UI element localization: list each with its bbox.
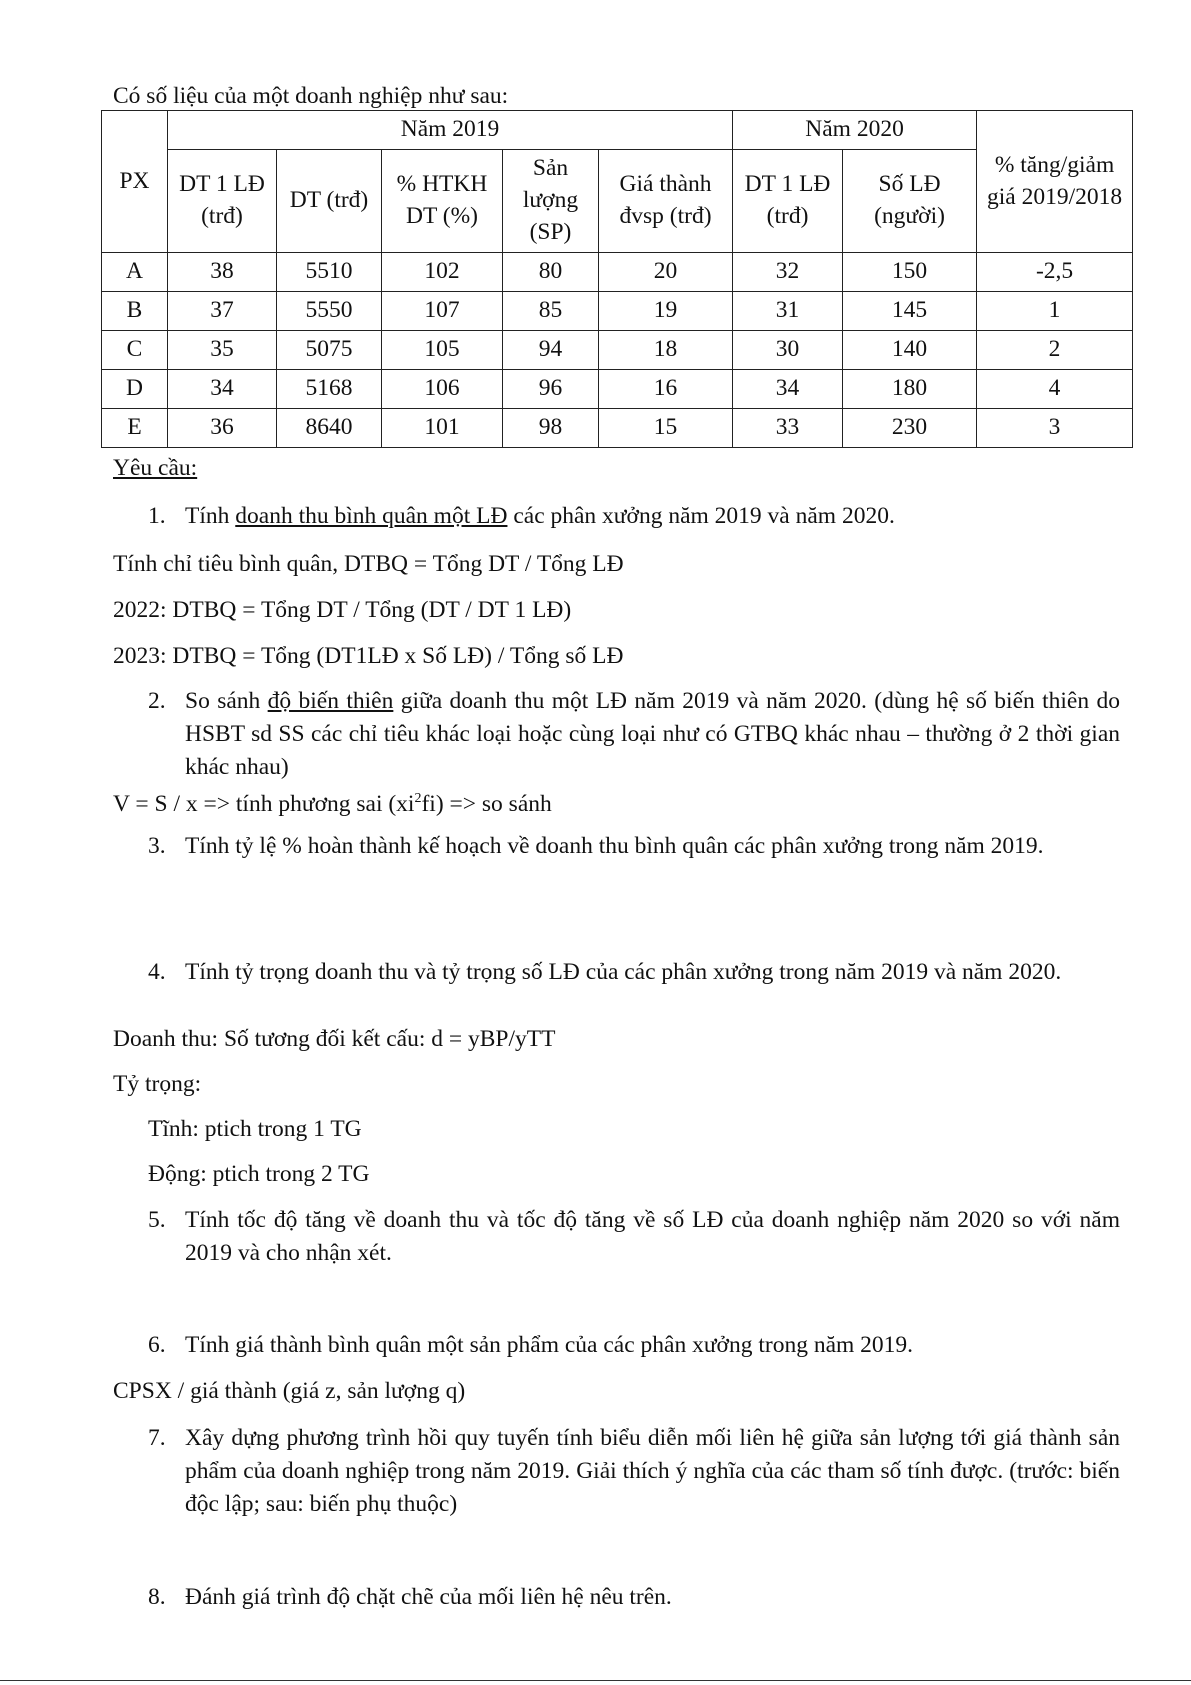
table-row: [102, 409, 1133, 448]
table-cell: 140: [843, 331, 977, 370]
table-cell: 94: [503, 331, 599, 370]
header-dt1ld-2020: DT 1 LĐ (trđ): [733, 150, 843, 253]
table-cell: 20: [599, 253, 733, 292]
table-cell: D: [102, 370, 168, 409]
table-cell: 98: [503, 409, 599, 448]
note-line: [113, 788, 552, 821]
table-cell: 19: [599, 292, 733, 331]
table-cell: -2,5: [977, 253, 1133, 292]
table-cell: 4: [977, 370, 1133, 409]
question-text: Đánh giá trình độ chặt chẽ của mối liên hệ nêu trên.: [185, 1584, 672, 1610]
table-cell: 16: [599, 370, 733, 409]
header-htkh-2019: % HTKH DT (%): [382, 150, 503, 253]
question-text: Tính tốc độ tăng về doanh thu và tốc độ tăng về số LĐ của doanh nghiệp năm 2020 so với năm 2019 và cho nhận xét.: [185, 1207, 1120, 1266]
intro-text: Có số liệu của một doanh nghiệp như sau:: [113, 83, 509, 109]
header-year-2020: Năm 2020: [733, 111, 977, 150]
superscript: 2: [414, 791, 422, 807]
note-text-part: V = S / x => tính phương sai (xi: [113, 791, 415, 817]
table-cell: 37: [168, 292, 277, 331]
page-bottom-rule: [0, 1680, 1191, 1681]
table-cell: 35: [168, 331, 277, 370]
table-cell: 107: [382, 292, 503, 331]
table-cell: 150: [843, 253, 977, 292]
header-dt-2019: DT (trđ): [277, 150, 382, 253]
question-text-part: các phân xưởng năm 2019 và năm 2020.: [507, 503, 895, 529]
table-row: [102, 253, 1133, 292]
table-cell: 5510: [277, 253, 382, 292]
table-cell: 2: [977, 331, 1133, 370]
note-line: CPSX / giá thành (giá z, sản lượng q): [113, 1378, 466, 1404]
note-line: Doanh thu: Số tương đối kết cấu: d = yBP/yTT: [113, 1026, 556, 1052]
table-cell: 18: [599, 331, 733, 370]
underlined-term: độ biến thiên: [267, 688, 394, 714]
question-number: 3.: [148, 833, 166, 859]
header-san-luong-2019: Sản lượng (SP): [503, 150, 599, 253]
table-cell: 5075: [277, 331, 382, 370]
question-number: 5.: [148, 1207, 166, 1233]
table-cell: 34: [733, 370, 843, 409]
table-cell: 8640: [277, 409, 382, 448]
question-text: [185, 685, 1120, 784]
table-cell: B: [102, 292, 168, 331]
table-cell: 32: [733, 253, 843, 292]
table-cell: C: [102, 331, 168, 370]
table-cell: 102: [382, 253, 503, 292]
question-text: [185, 500, 1120, 533]
table-cell: E: [102, 409, 168, 448]
note-text-part: fi) => so sánh: [421, 791, 552, 817]
question-text: Tính tỷ lệ % hoàn thành kế hoạch về doanh thu bình quân các phân xưởng trong năm 2019.: [185, 833, 1044, 859]
table-cell: 145: [843, 292, 977, 331]
question-text-part: Tính: [185, 503, 236, 529]
table-cell: 38: [168, 253, 277, 292]
question-text: Xây dựng phương trình hồi quy tuyến tính biểu diễn mối liên hệ giữa sản lượng tới giá thành sản phẩm của doanh nghiệp trong năm 2019. Giải thích ý nghĩa của các tham số tính được. (trước: biến độc lập; sau: biến phụ thuộc): [185, 1425, 1120, 1517]
table-cell: 105: [382, 331, 503, 370]
table-cell: 85: [503, 292, 599, 331]
header-dt1ld-2019: DT 1 LĐ (trđ): [168, 150, 277, 253]
table-cell: 1: [977, 292, 1133, 331]
question-number: 7.: [148, 1425, 166, 1451]
table-row: [102, 331, 1133, 370]
note-line: 2023: DTBQ = Tổng (DT1LĐ x Số LĐ) / Tổng số LĐ: [113, 643, 624, 669]
table-cell: 5168: [277, 370, 382, 409]
question-number: 4.: [148, 959, 166, 985]
requirements-heading: Yêu cầu:: [113, 455, 198, 481]
underlined-term: doanh thu bình quân một LĐ: [235, 503, 508, 529]
note-line: 2022: DTBQ = Tổng DT / Tổng (DT / DT 1 LĐ): [113, 597, 572, 623]
header-gia-thanh-2019: Giá thành đvsp (trđ): [599, 150, 733, 253]
note-line: Động: ptich trong 2 TG: [148, 1161, 370, 1187]
question-text-part: giữa doanh thu một LĐ năm 2019 và năm 2020. (dùng hệ số biến thiên do HSBT sd SS các chỉ tiêu khác loại hoặc cùng loại như có GTBQ khác nhau – thường ở 2 thời gian khác nhau): [185, 688, 1120, 780]
data-table: [101, 110, 1133, 448]
table-cell: 106: [382, 370, 503, 409]
table-cell: 101: [382, 409, 503, 448]
question-text: Tính tỷ trọng doanh thu và tỷ trọng số LĐ của các phân xưởng trong năm 2019 và năm 2020.: [185, 959, 1062, 985]
table-cell: A: [102, 253, 168, 292]
note-line: Tính chỉ tiêu bình quân, DTBQ = Tổng DT / Tổng LĐ: [113, 551, 624, 577]
table-cell: 96: [503, 370, 599, 409]
question-number: 6.: [148, 1332, 166, 1358]
table-cell: 80: [503, 253, 599, 292]
table-cell: 34: [168, 370, 277, 409]
table-cell: 36: [168, 409, 277, 448]
table-cell: 33: [733, 409, 843, 448]
question-text-part: So sánh: [185, 688, 268, 714]
question-number: 2.: [148, 688, 166, 714]
note-line: Tĩnh: ptich trong 1 TG: [148, 1116, 362, 1142]
table-cell: 15: [599, 409, 733, 448]
question-text: Tính giá thành bình quân một sản phẩm của các phân xưởng trong năm 2019.: [185, 1332, 914, 1358]
header-price-change: % tăng/giảm giá 2019/2018: [977, 111, 1133, 253]
header-row-groups: [102, 111, 1133, 150]
header-year-2019: Năm 2019: [168, 111, 733, 150]
table-cell: 30: [733, 331, 843, 370]
table-cell: 31: [733, 292, 843, 331]
header-px: PX: [102, 111, 168, 253]
header-so-ld-2020: Số LĐ (người): [843, 150, 977, 253]
table-cell: 5550: [277, 292, 382, 331]
question-number: 1.: [148, 503, 166, 529]
question-number: 8.: [148, 1584, 166, 1610]
table-cell: 3: [977, 409, 1133, 448]
table-row: [102, 292, 1133, 331]
note-line: Tỷ trọng:: [113, 1071, 202, 1097]
table-row: [102, 370, 1133, 409]
table-cell: 230: [843, 409, 977, 448]
table-cell: 180: [843, 370, 977, 409]
